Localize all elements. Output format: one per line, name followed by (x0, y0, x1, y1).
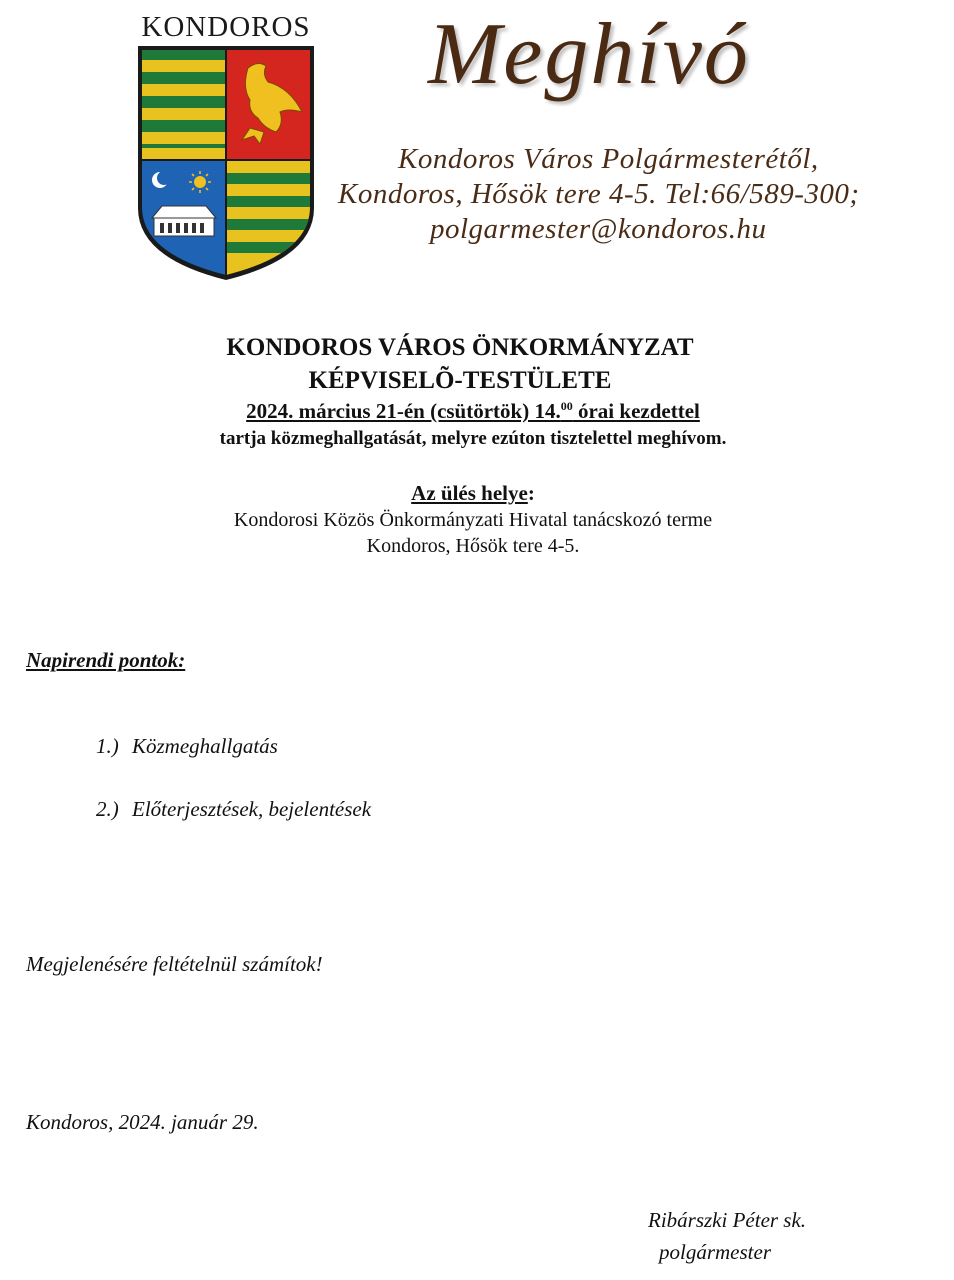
sender-line: Kondoros Város Polgármesterétől, (398, 143, 819, 175)
agenda-item-number: 2.) (96, 797, 119, 821)
kondoros-coat-of-arms (130, 8, 322, 286)
org-name-line-2: KÉPVISELÕ-TESTÜLETE (308, 367, 612, 394)
agenda-item-number: 1.) (96, 734, 119, 758)
sender-address: Kondoros, Hősök tere 4-5. Tel:66/589-300; (338, 178, 860, 210)
meeting-place-line-2: Kondoros, Hősök tere 4-5. (366, 535, 580, 557)
signer-title: polgármester (659, 1240, 771, 1264)
meeting-place-label (0, 481, 946, 506)
meeting-date (0, 399, 946, 424)
agenda-item-text: Közmeghallgatás (132, 734, 278, 758)
meeting-date-main: 2024. március 21-én (csütörtök) 14. (246, 399, 561, 423)
meeting-time-minutes: 00 (560, 399, 573, 413)
invitation-text: tartja közmeghallgatását, melyre ezúton tisztelettel meghívom. (219, 428, 727, 449)
org-name-line-1: KONDOROS VÁROS ÖNKORMÁNYZAT (226, 334, 694, 361)
signer-name: Ribárszki Péter sk. (648, 1208, 807, 1232)
meeting-place-label-text: Az ülés helye (411, 481, 528, 505)
invitation-title: Meghívó (428, 6, 750, 103)
meeting-place-colon: : (527, 481, 535, 505)
meeting-place-line-1: Kondorosi Közös Önkormányzati Hivatal tanácskozó terme (233, 509, 713, 531)
agenda-item-text: Előterjesztések, bejelentések (132, 797, 372, 821)
meeting-date-tail: órai kezdettel (572, 399, 700, 423)
crest-town-name: KONDOROS (141, 11, 311, 43)
sender-email: polgarmester@kondoros.hu (430, 213, 767, 245)
agenda-item (96, 797, 371, 822)
house-icon (152, 206, 216, 236)
closing-text: Megjelenésére feltételnül számítok! (26, 952, 323, 976)
place-and-date: Kondoros, 2024. január 29. (26, 1110, 259, 1134)
agenda-item (96, 734, 278, 759)
agenda-title: Napirendi pontok: (26, 648, 186, 672)
